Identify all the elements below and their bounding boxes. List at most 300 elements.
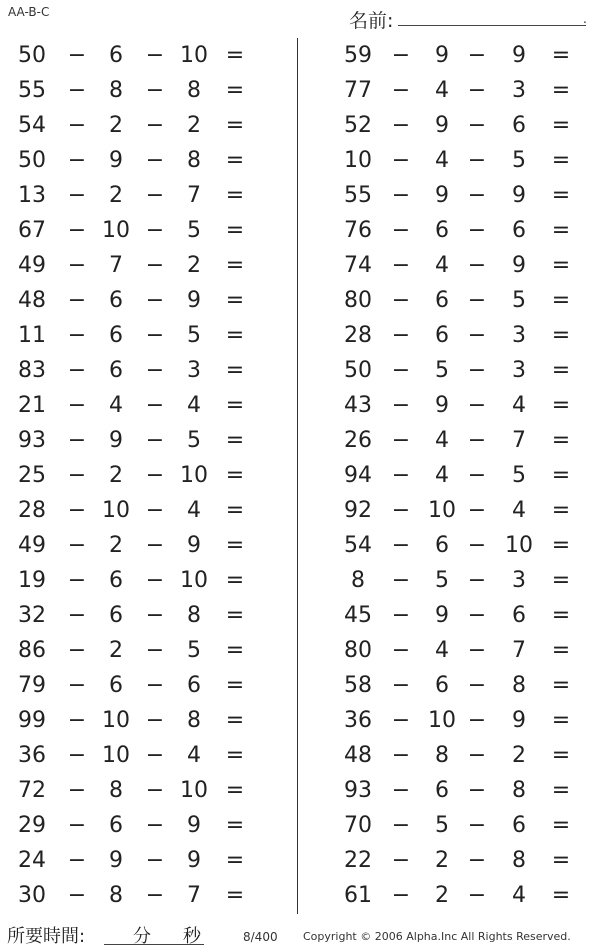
equals-sign: = <box>225 568 245 593</box>
equals-sign: = <box>551 673 571 698</box>
minus-sign: − <box>145 288 165 313</box>
problem-row <box>0 423 292 458</box>
subtrahend-1: 6 <box>109 288 123 313</box>
minus-sign: − <box>145 218 165 243</box>
equals-sign: = <box>225 148 245 173</box>
equals-sign: = <box>551 393 571 418</box>
subtrahend-1: 6 <box>109 673 123 698</box>
minuend: 83 <box>18 358 46 383</box>
equals-sign: = <box>225 708 245 733</box>
minuend: 10 <box>344 148 372 173</box>
subtrahend-1: 10 <box>428 708 456 733</box>
subtrahend-1: 6 <box>435 533 449 558</box>
minutes-unit: 分 <box>133 926 151 947</box>
minuend: 48 <box>344 743 372 768</box>
problem-row <box>0 388 292 423</box>
subtrahend-1: 6 <box>435 288 449 313</box>
problem-row <box>0 878 292 913</box>
subtrahend-1: 6 <box>109 813 123 838</box>
minuend: 99 <box>18 708 46 733</box>
minus-sign: − <box>467 323 487 348</box>
subtrahend-2: 6 <box>512 218 526 243</box>
equals-sign: = <box>551 463 571 488</box>
minus-sign: − <box>145 78 165 103</box>
minuend: 86 <box>18 638 46 663</box>
minus-sign: − <box>391 393 411 418</box>
minus-sign: − <box>67 288 87 313</box>
minuend: 54 <box>344 533 372 558</box>
equals-sign: = <box>551 708 571 733</box>
problem-row <box>0 493 292 528</box>
subtrahend-1: 2 <box>435 883 449 908</box>
subtrahend-1: 4 <box>435 78 449 103</box>
minus-sign: − <box>467 743 487 768</box>
minuend: 45 <box>344 603 372 628</box>
minuend: 8 <box>351 568 365 593</box>
right-problem-column <box>326 38 600 913</box>
subtrahend-1: 9 <box>435 603 449 628</box>
problem-row <box>326 283 600 318</box>
minuend: 76 <box>344 218 372 243</box>
equals-sign: = <box>225 883 245 908</box>
minuend: 74 <box>344 253 372 278</box>
problem-row <box>0 73 292 108</box>
subtrahend-1: 4 <box>109 393 123 418</box>
subtrahend-2: 8 <box>187 148 201 173</box>
equals-sign: = <box>551 288 571 313</box>
equals-sign: = <box>225 498 245 523</box>
minus-sign: − <box>67 428 87 453</box>
problem-row <box>326 108 600 143</box>
problem-row <box>0 598 292 633</box>
problem-row <box>326 528 600 563</box>
minuend: 72 <box>18 778 46 803</box>
problem-row <box>0 178 292 213</box>
subtrahend-2: 3 <box>512 323 526 348</box>
subtrahend-2: 6 <box>512 113 526 138</box>
equals-sign: = <box>225 183 245 208</box>
problem-row <box>0 248 292 283</box>
problem-row <box>326 738 600 773</box>
problem-row <box>0 38 292 73</box>
subtrahend-2: 5 <box>187 638 201 663</box>
equals-sign: = <box>225 603 245 628</box>
minus-sign: − <box>145 148 165 173</box>
minuend: 25 <box>18 463 46 488</box>
equals-sign: = <box>551 358 571 383</box>
subtrahend-2: 4 <box>187 393 201 418</box>
subtrahend-2: 3 <box>512 568 526 593</box>
problem-row <box>0 738 292 773</box>
minus-sign: − <box>145 603 165 628</box>
subtrahend-1: 9 <box>435 393 449 418</box>
equals-sign: = <box>551 638 571 663</box>
minus-sign: − <box>67 183 87 208</box>
minus-sign: − <box>467 358 487 383</box>
minuend: 77 <box>344 78 372 103</box>
minus-sign: − <box>467 533 487 558</box>
minus-sign: − <box>467 848 487 873</box>
subtrahend-2: 6 <box>187 673 201 698</box>
minus-sign: − <box>145 393 165 418</box>
time-taken-label: 所要時間: <box>7 926 86 947</box>
subtrahend-2: 8 <box>187 603 201 628</box>
name-line-end-dot: . <box>583 12 587 26</box>
problem-row <box>326 773 600 808</box>
subtrahend-1: 6 <box>109 43 123 68</box>
minuend: 36 <box>344 708 372 733</box>
subtrahend-2: 9 <box>187 288 201 313</box>
equals-sign: = <box>225 113 245 138</box>
equals-sign: = <box>225 393 245 418</box>
minuend: 79 <box>18 673 46 698</box>
minuend: 22 <box>344 848 372 873</box>
minus-sign: − <box>67 393 87 418</box>
subtrahend-1: 2 <box>109 113 123 138</box>
subtrahend-1: 8 <box>109 778 123 803</box>
subtrahend-2: 4 <box>512 393 526 418</box>
problem-row <box>0 458 292 493</box>
equals-sign: = <box>551 533 571 558</box>
subtrahend-1: 5 <box>435 568 449 593</box>
minuend: 30 <box>18 883 46 908</box>
minus-sign: − <box>391 288 411 313</box>
subtrahend-1: 6 <box>435 778 449 803</box>
minus-sign: − <box>391 148 411 173</box>
problem-row <box>326 843 600 878</box>
equals-sign: = <box>551 778 571 803</box>
problem-row <box>326 458 600 493</box>
minus-sign: − <box>67 533 87 558</box>
minus-sign: − <box>391 78 411 103</box>
minus-sign: − <box>391 498 411 523</box>
minuend: 55 <box>344 183 372 208</box>
minus-sign: − <box>467 43 487 68</box>
equals-sign: = <box>551 113 571 138</box>
minus-sign: − <box>67 463 87 488</box>
problem-row <box>326 388 600 423</box>
subtrahend-1: 6 <box>435 323 449 348</box>
subtrahend-1: 6 <box>109 358 123 383</box>
problem-row <box>0 633 292 668</box>
minus-sign: − <box>145 778 165 803</box>
equals-sign: = <box>551 603 571 628</box>
problem-row <box>0 668 292 703</box>
equals-sign: = <box>225 43 245 68</box>
subtrahend-1: 7 <box>109 253 123 278</box>
page-number: 8/400 <box>243 930 278 944</box>
subtrahend-2: 5 <box>512 463 526 488</box>
minus-sign: − <box>67 218 87 243</box>
minus-sign: − <box>391 743 411 768</box>
problem-row <box>326 38 600 73</box>
problem-row <box>326 143 600 178</box>
minus-sign: − <box>67 148 87 173</box>
minuend: 54 <box>18 113 46 138</box>
subtrahend-1: 4 <box>435 253 449 278</box>
minus-sign: − <box>391 218 411 243</box>
minuend: 80 <box>344 638 372 663</box>
problem-row <box>326 493 600 528</box>
minuend: 52 <box>344 113 372 138</box>
subtrahend-1: 6 <box>435 673 449 698</box>
subtrahend-1: 4 <box>435 463 449 488</box>
minuend: 49 <box>18 533 46 558</box>
minuend: 21 <box>18 393 46 418</box>
minus-sign: − <box>391 253 411 278</box>
minus-sign: − <box>391 638 411 663</box>
subtrahend-2: 4 <box>187 743 201 768</box>
minuend: 32 <box>18 603 46 628</box>
minus-sign: − <box>67 603 87 628</box>
subtrahend-2: 10 <box>180 43 208 68</box>
minus-sign: − <box>467 393 487 418</box>
minus-sign: − <box>391 43 411 68</box>
subtrahend-2: 5 <box>187 323 201 348</box>
subtrahend-2: 3 <box>512 358 526 383</box>
minus-sign: − <box>467 498 487 523</box>
minuend: 28 <box>18 498 46 523</box>
minuend: 94 <box>344 463 372 488</box>
subtrahend-2: 5 <box>512 288 526 313</box>
minus-sign: − <box>391 603 411 628</box>
equals-sign: = <box>551 883 571 908</box>
minus-sign: − <box>467 673 487 698</box>
subtrahend-2: 9 <box>512 253 526 278</box>
subtrahend-2: 4 <box>187 498 201 523</box>
minus-sign: − <box>391 428 411 453</box>
minus-sign: − <box>145 708 165 733</box>
minus-sign: − <box>145 673 165 698</box>
minus-sign: − <box>391 568 411 593</box>
problem-row <box>0 703 292 738</box>
subtrahend-2: 3 <box>187 358 201 383</box>
footer <box>0 920 600 952</box>
subtrahend-1: 4 <box>435 148 449 173</box>
subtrahend-1: 2 <box>435 848 449 873</box>
minus-sign: − <box>391 708 411 733</box>
equals-sign: = <box>551 183 571 208</box>
subtrahend-1: 10 <box>102 708 130 733</box>
subtrahend-2: 9 <box>512 183 526 208</box>
minus-sign: − <box>467 778 487 803</box>
minus-sign: − <box>145 323 165 348</box>
subtrahend-2: 5 <box>512 148 526 173</box>
problem-row <box>326 808 600 843</box>
subtrahend-1: 9 <box>435 113 449 138</box>
subtrahend-1: 8 <box>435 743 449 768</box>
minuend: 36 <box>18 743 46 768</box>
problem-row <box>326 178 600 213</box>
minus-sign: − <box>67 638 87 663</box>
problem-row <box>326 563 600 598</box>
minus-sign: − <box>467 568 487 593</box>
subtrahend-1: 10 <box>428 498 456 523</box>
equals-sign: = <box>551 498 571 523</box>
subtrahend-2: 9 <box>512 43 526 68</box>
equals-sign: = <box>225 673 245 698</box>
minus-sign: − <box>391 323 411 348</box>
problem-row <box>0 843 292 878</box>
minus-sign: − <box>145 43 165 68</box>
subtrahend-2: 4 <box>512 883 526 908</box>
minus-sign: − <box>391 673 411 698</box>
subtrahend-2: 10 <box>180 778 208 803</box>
minus-sign: − <box>145 568 165 593</box>
minus-sign: − <box>467 708 487 733</box>
equals-sign: = <box>225 743 245 768</box>
equals-sign: = <box>551 218 571 243</box>
minus-sign: − <box>67 883 87 908</box>
name-write-line <box>398 25 586 26</box>
problem-row <box>0 283 292 318</box>
minus-sign: − <box>467 428 487 453</box>
minuend: 50 <box>18 148 46 173</box>
problem-row <box>326 73 600 108</box>
subtrahend-1: 2 <box>109 638 123 663</box>
minuend: 28 <box>344 323 372 348</box>
subtrahend-2: 6 <box>512 603 526 628</box>
minus-sign: − <box>145 358 165 383</box>
subtrahend-1: 6 <box>109 323 123 348</box>
minus-sign: − <box>467 463 487 488</box>
problem-row <box>326 633 600 668</box>
minuend: 70 <box>344 813 372 838</box>
minus-sign: − <box>391 113 411 138</box>
minus-sign: − <box>391 533 411 558</box>
subtrahend-2: 9 <box>512 708 526 733</box>
minus-sign: − <box>67 848 87 873</box>
subtrahend-1: 2 <box>109 183 123 208</box>
equals-sign: = <box>551 813 571 838</box>
subtrahend-2: 2 <box>187 113 201 138</box>
minus-sign: − <box>391 778 411 803</box>
subtrahend-2: 7 <box>187 883 201 908</box>
subtrahend-2: 8 <box>512 848 526 873</box>
subtrahend-2: 10 <box>180 463 208 488</box>
minus-sign: − <box>145 533 165 558</box>
left-problem-column <box>0 38 292 913</box>
minus-sign: − <box>467 883 487 908</box>
minus-sign: − <box>467 78 487 103</box>
equals-sign: = <box>551 148 571 173</box>
equals-sign: = <box>225 813 245 838</box>
minus-sign: − <box>467 638 487 663</box>
subtrahend-1: 8 <box>109 78 123 103</box>
subtrahend-1: 9 <box>109 148 123 173</box>
copyright: Copyright © 2006 Alpha.Inc All Rights Reserved. <box>303 930 571 943</box>
problem-row <box>326 703 600 738</box>
subtrahend-1: 9 <box>435 43 449 68</box>
equals-sign: = <box>225 778 245 803</box>
minus-sign: − <box>67 253 87 278</box>
subtrahend-2: 3 <box>512 78 526 103</box>
name-label: 名前: <box>349 10 394 32</box>
subtrahend-2: 6 <box>512 813 526 838</box>
problem-row <box>0 143 292 178</box>
minus-sign: − <box>145 463 165 488</box>
minuend: 80 <box>344 288 372 313</box>
minuend: 58 <box>344 673 372 698</box>
minus-sign: − <box>67 568 87 593</box>
minuend: 48 <box>18 288 46 313</box>
minus-sign: − <box>145 498 165 523</box>
minus-sign: − <box>145 743 165 768</box>
problem-row <box>0 808 292 843</box>
column-divider <box>297 38 298 914</box>
minuend: 50 <box>344 358 372 383</box>
subtrahend-2: 7 <box>512 428 526 453</box>
subtrahend-1: 2 <box>109 533 123 558</box>
subtrahend-2: 5 <box>187 428 201 453</box>
minus-sign: − <box>67 323 87 348</box>
problem-row <box>326 878 600 913</box>
subtrahend-1: 6 <box>109 603 123 628</box>
minuend: 59 <box>344 43 372 68</box>
equals-sign: = <box>225 218 245 243</box>
subtrahend-2: 8 <box>512 673 526 698</box>
minus-sign: − <box>145 113 165 138</box>
problem-row <box>326 668 600 703</box>
subtrahend-1: 10 <box>102 218 130 243</box>
minus-sign: − <box>467 813 487 838</box>
subtrahend-2: 8 <box>187 78 201 103</box>
minuend: 49 <box>18 253 46 278</box>
problem-row <box>326 353 600 388</box>
problem-row <box>0 528 292 563</box>
problem-row <box>326 598 600 633</box>
equals-sign: = <box>551 78 571 103</box>
minus-sign: − <box>145 183 165 208</box>
minus-sign: − <box>391 183 411 208</box>
subtrahend-2: 8 <box>512 778 526 803</box>
minus-sign: − <box>467 288 487 313</box>
equals-sign: = <box>551 323 571 348</box>
minuend: 61 <box>344 883 372 908</box>
minuend: 67 <box>18 218 46 243</box>
subtrahend-2: 2 <box>187 253 201 278</box>
problem-row <box>0 213 292 248</box>
minus-sign: − <box>467 113 487 138</box>
equals-sign: = <box>551 848 571 873</box>
equals-sign: = <box>551 43 571 68</box>
equals-sign: = <box>225 533 245 558</box>
equals-sign: = <box>551 568 571 593</box>
minus-sign: − <box>391 463 411 488</box>
minuend: 24 <box>18 848 46 873</box>
minuend: 55 <box>18 78 46 103</box>
subtrahend-2: 7 <box>187 183 201 208</box>
subtrahend-2: 9 <box>187 533 201 558</box>
problem-row <box>326 213 600 248</box>
minus-sign: − <box>67 43 87 68</box>
minus-sign: − <box>467 183 487 208</box>
subtrahend-2: 5 <box>187 218 201 243</box>
equals-sign: = <box>225 463 245 488</box>
problem-row <box>0 563 292 598</box>
minus-sign: − <box>67 778 87 803</box>
subtrahend-1: 10 <box>102 498 130 523</box>
problem-row <box>0 353 292 388</box>
subtrahend-1: 5 <box>435 813 449 838</box>
minus-sign: − <box>145 428 165 453</box>
minuend: 29 <box>18 813 46 838</box>
subtrahend-1: 10 <box>102 743 130 768</box>
equals-sign: = <box>551 428 571 453</box>
equals-sign: = <box>551 253 571 278</box>
worksheet-code: AA-B-C <box>8 5 50 19</box>
minuend: 50 <box>18 43 46 68</box>
